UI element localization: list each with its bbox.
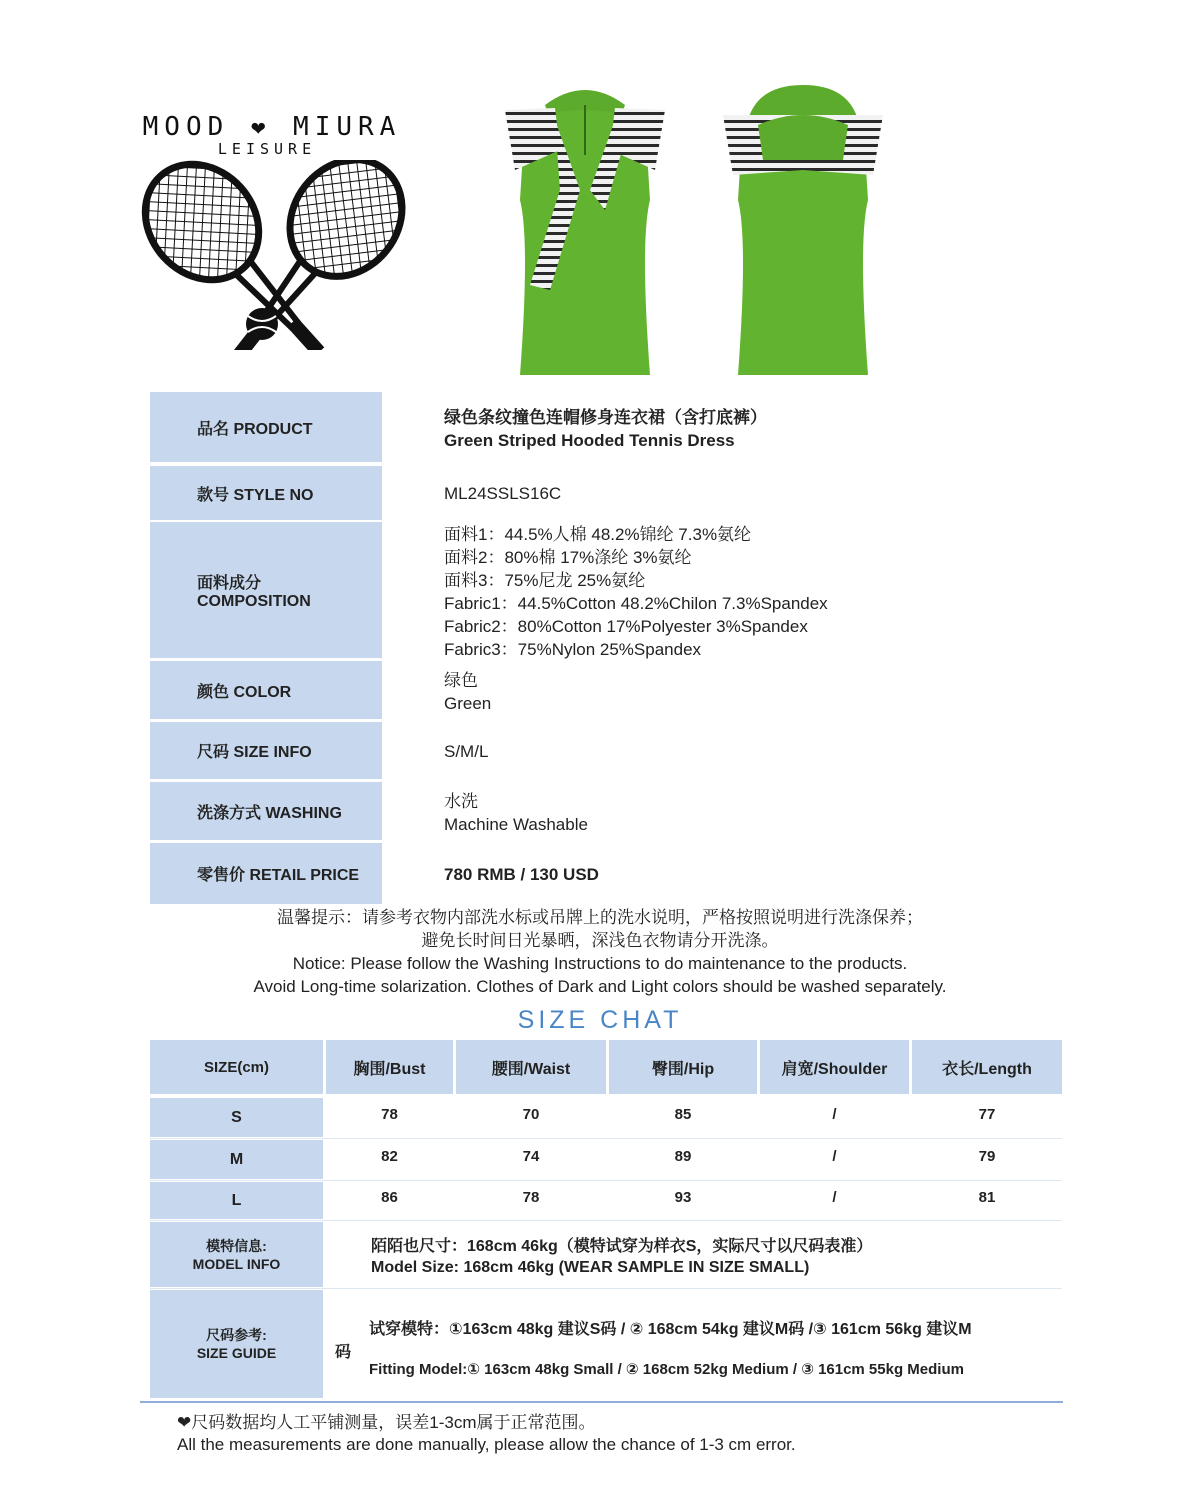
notice-en-line1: Notice: Please follow the Washing Instructions to do maintenance to the products. [292,954,908,973]
price-label: 零售价 RETAIL PRICE [150,843,382,904]
m-hip: 89 [674,1148,692,1165]
l-length: 81 [978,1189,996,1206]
washing-cn: 水洗 [444,792,478,811]
washing-value [444,790,1144,836]
header-waist: 腰围/Waist [456,1040,606,1094]
model-info-text [371,1236,872,1278]
header-shoulder: 肩宽/Shoulder [760,1040,909,1094]
l-shoulder: / [832,1189,837,1206]
brand-name-right: MIURA [293,112,402,142]
s-bust: 78 [381,1106,398,1123]
brand-subtitle: LEISURE [217,140,317,158]
heart-icon: ❤ [250,113,272,141]
row-divider [150,1138,1062,1139]
size-guide-label [150,1290,323,1398]
composition-line: Fabric2：80%Cotton 17%Polyester 3%Spandex [444,617,808,636]
notice-cn-line2: 避免长时间日光暴晒，深浅色衣物请分开洗涤。 [421,931,779,950]
model-info-label-cn: 模特信息: [206,1237,267,1254]
m-length: 79 [978,1148,996,1165]
size-chart-title: SIZE CHAT [517,1006,683,1034]
washing-label: 洗涤方式 WASHING [150,782,382,840]
size-s-label: S [150,1098,323,1137]
composition-line: Fabric1：44.5%Cotton 48.2%Chilon 7.3%Spandex [444,594,828,613]
s-hip: 85 [674,1106,692,1123]
washing-notice [0,906,1200,998]
header-bust: 胸围/Bust [326,1040,453,1094]
header-size: SIZE(cm) [150,1040,323,1094]
footer-divider [140,1401,1063,1403]
s-waist: 70 [522,1106,540,1123]
header-length: 衣长/Length [912,1040,1062,1094]
color-label: 颜色 COLOR [150,661,382,719]
brand-name [142,112,402,142]
washing-en: Machine Washable [444,815,588,834]
l-hip: 93 [674,1189,692,1206]
m-shoulder: / [832,1148,837,1165]
row-divider [150,1180,1062,1181]
style-label: 款号 STYLE NO [150,466,382,520]
composition-line: Fabric3：75%Nylon 25%Spandex [444,640,702,659]
footer-note-cn: ❤尺码数据均人工平铺测量，误差1-3cm属于正常范围。 [177,1413,596,1432]
size-guide-en: Fitting Model:① 163cm 48kg Small / ② 168cm 52kg Medium / ③ 161cm 55kg Medium [369,1361,964,1378]
size-info-label: 尺码 SIZE INFO [150,722,382,779]
color-en: Green [444,694,492,713]
row-divider [150,1220,1062,1221]
product-name-cn: 绿色条纹撞色连帽修身连衣裙（含打底裤） [444,408,767,427]
composition-list [444,523,1144,661]
model-info-label [150,1222,323,1287]
row-divider [150,1288,1062,1289]
tennis-rackets-logo [140,160,410,350]
l-bust: 86 [381,1189,398,1206]
size-guide-label-cn: 尺码参考: [206,1327,267,1343]
model-info-cn: 陌陌也尺寸：168cm 46kg（模特试穿为样衣S，实际尺寸以尺码表准） [371,1238,873,1255]
composition-label [150,522,382,658]
notice-en-line2: Avoid Long-time solarization. Clothes of Dark and Light colors should be washed separately. [253,977,947,996]
size-guide-cn-tail: 码 [335,1344,352,1361]
product-label: 品名 PRODUCT [150,392,382,462]
model-info-label-en: MODEL INFO [192,1255,281,1272]
product-name-en: Green Striped Hooded Tennis Dress [444,431,735,450]
size-l-label: L [150,1182,323,1219]
price-value: 780 RMB / 130 USD [444,865,599,884]
dress-back-photo [718,80,888,385]
size-guide-cn: 试穿模特：①163cm 48kg 建议S码 / ② 168cm 54kg 建议M码 /③ 161cm 56kg 建议M [369,1321,972,1338]
size-info-value: S/M/L [444,742,489,761]
footer-note [177,1412,796,1456]
composition-label-en: COMPOSITION [197,592,311,610]
s-shoulder: / [832,1106,837,1123]
composition-line: 面料2：80%棉 17%涤纶 3%氨纶 [444,548,692,567]
style-number: ML24SSLS16C [444,484,562,503]
color-value [444,669,1144,715]
product-name [444,406,1144,452]
model-info-en: Model Size: 168cm 46kg (WEAR SAMPLE IN SIZE SMALL) [371,1259,810,1276]
notice-cn-line1: 温馨提示：请参考衣物内部洗水标或吊牌上的洗水说明，严格按照说明进行洗涤保养； [277,908,923,927]
m-bust: 82 [381,1148,398,1165]
size-m-label: M [150,1140,323,1179]
brand-name-left: MOOD [142,112,230,142]
footer-note-en: All the measurements are done manually, please allow the chance of 1-3 cm error. [177,1435,796,1454]
size-guide-label-en: SIZE GUIDE [196,1345,277,1361]
composition-label-cn: 面料成分 [197,574,262,592]
m-waist: 74 [522,1148,540,1165]
composition-line: 面料3：75%尼龙 25%氨纶 [444,571,646,590]
composition-line: 面料1：44.5%人棉 48.2%锦纶 7.3%氨纶 [444,525,752,544]
header-hip: 臀围/Hip [609,1040,757,1094]
l-waist: 78 [522,1189,540,1206]
s-length: 77 [978,1106,996,1123]
color-cn: 绿色 [444,671,478,690]
dress-front-photo [500,80,670,385]
tennis-ball-icon [246,308,278,340]
